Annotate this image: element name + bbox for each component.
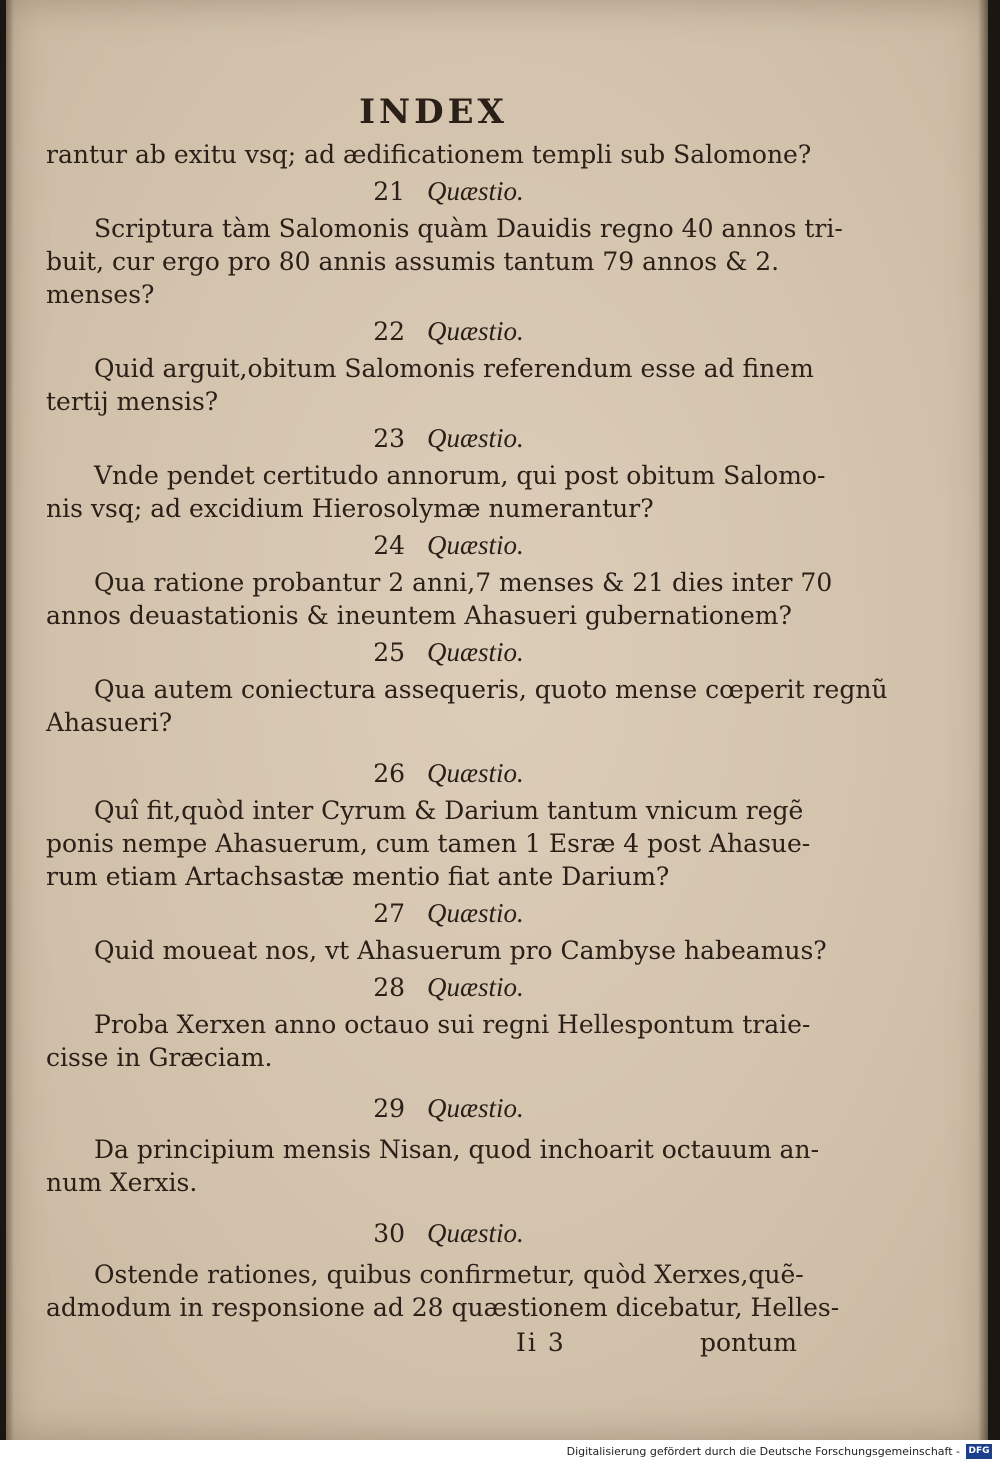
question-text [46, 934, 827, 967]
question-heading [106, 1213, 791, 1254]
question-heading [106, 171, 791, 212]
text-line: Qua autem coniectura assequeris, quoto mense cœperit regnũ [94, 675, 888, 704]
text-line: admodum in responsione ad 28 quæstionem dicebatur, Helles- [46, 1293, 840, 1322]
text-line: Quid moueat nos, vt Ahasuerum pro Cambyse habeamus? [94, 936, 827, 965]
question-heading [106, 525, 791, 566]
question-label: Quæstio. [427, 1093, 524, 1123]
text-line: annos deuastationis & ineuntem Ahasueri gubernationem? [46, 601, 792, 630]
question-text [46, 352, 814, 418]
question-label: Quæstio. [427, 758, 524, 788]
spacer [46, 739, 791, 753]
text-line: rum etiam Artachsastæ mentio fiat ante Darium? [46, 862, 670, 891]
page-gutter-shadow [6, 0, 14, 1440]
book-page [6, 0, 988, 1440]
question-heading [106, 632, 791, 673]
text-line: Quî fit,quòd inter Cyrum & Darium tantum vnicum regẽ [94, 796, 804, 825]
question-number: 21 [373, 177, 406, 206]
text-line: Ostende rationes, quibus confirmetur, quòd Xerxes,quẽ- [94, 1260, 804, 1289]
text-line: Quid arguit,obitum Salomonis referendum esse ad finem [94, 354, 814, 383]
text-line: menses? [46, 280, 155, 309]
question-text [46, 1133, 820, 1199]
page-text [46, 90, 888, 1359]
spacer [46, 1199, 791, 1213]
spacer [46, 1074, 791, 1088]
text-line: Ahasueri? [46, 708, 173, 737]
text-line: Scriptura tàm Salomonis quàm Dauidis regno 40 annos tri- [94, 214, 843, 243]
dfg-logo[interactable]: DFG [966, 1444, 992, 1459]
text-line: Qua ratione probantur 2 anni,7 menses & 21 dies inter 70 [94, 568, 833, 597]
running-header: INDEX [359, 92, 508, 132]
text-line: nis vsq; ad excidium Hierosolymæ numerantur? [46, 494, 654, 523]
question-label: Quæstio. [427, 316, 524, 346]
page-footer-line [46, 1326, 797, 1359]
catchword: pontum [699, 1328, 797, 1357]
question-number: 23 [373, 424, 406, 453]
text-line: cisse in Græciam. [46, 1043, 273, 1072]
question-heading [106, 753, 791, 794]
question-number: 26 [373, 759, 406, 788]
question-text [46, 1008, 811, 1074]
text-line: num Xerxis. [46, 1168, 198, 1197]
credit-bar [0, 1440, 1000, 1464]
text-line: Vnde pendet certitudo annorum, qui post obitum Salomo- [94, 461, 826, 490]
question-heading [106, 1088, 791, 1129]
question-text [46, 794, 811, 893]
question-label: Quæstio. [427, 423, 524, 453]
question-heading [106, 418, 791, 459]
continued-paragraph [46, 138, 812, 171]
question-number: 22 [373, 317, 406, 346]
funding-credit: Digitalisierung gefördert durch die Deutsche Forschungsgemeinschaft - [566, 1445, 960, 1458]
question-label: Quæstio. [427, 176, 524, 206]
text-line: Da principium mensis Nisan, quod inchoarit octauum an- [94, 1135, 820, 1164]
question-label: Quæstio. [427, 530, 524, 560]
question-number: 28 [373, 973, 406, 1002]
question-label: Quæstio. [427, 972, 524, 1002]
question-heading [106, 893, 791, 934]
text-line: Proba Xerxen anno octauo sui regni Hellespontum traie- [94, 1010, 811, 1039]
question-label: Quæstio. [427, 637, 524, 667]
text-line: rantur ab exitu vsq; ad ædificationem templi sub Salomone? [46, 140, 812, 169]
question-number: 25 [373, 638, 406, 667]
question-text [46, 1258, 840, 1324]
question-number: 27 [373, 899, 406, 928]
question-number: 30 [373, 1219, 406, 1248]
text-line: ponis nempe Ahasuerum, cum tamen 1 Esræ 4 post Ahasue- [46, 829, 811, 858]
text-line: tertij mensis? [46, 387, 219, 416]
question-heading [106, 311, 791, 352]
question-number: 29 [373, 1094, 406, 1123]
question-label: Quæstio. [427, 898, 524, 928]
question-heading [106, 967, 791, 1008]
question-text [46, 459, 826, 525]
question-label: Quæstio. [427, 1218, 524, 1248]
signature-mark: Ii 3 [516, 1328, 566, 1357]
question-number: 24 [373, 531, 406, 560]
text-line: buit, cur ergo pro 80 annis assumis tantum 79 annos & 2. [46, 247, 780, 276]
question-text [46, 212, 843, 311]
question-text [46, 673, 888, 739]
question-text [46, 566, 833, 632]
page-edge-shadow [978, 0, 988, 1440]
